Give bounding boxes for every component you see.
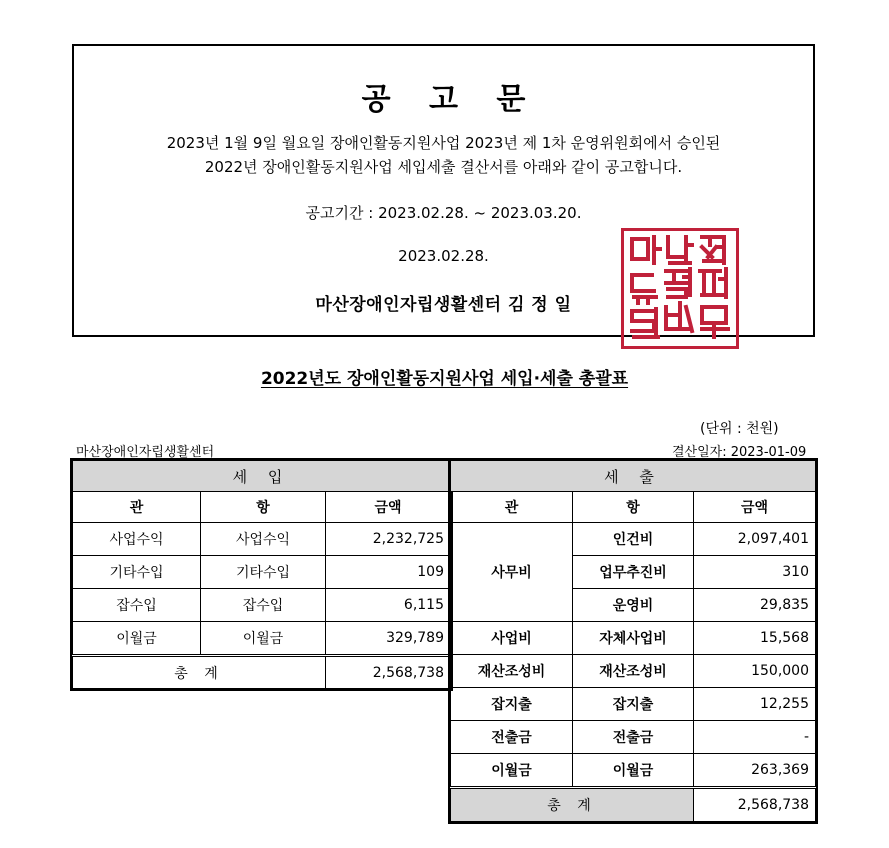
settlement-date: 결산일자: 2023-01-09 [672, 445, 807, 460]
expense-hang: 전출금 [573, 721, 694, 754]
expense-amount: 150,000 [694, 655, 816, 688]
income-total-amount: 2,568,738 [326, 656, 451, 689]
expense-amount: 2,097,401 [694, 523, 816, 556]
income-total-label: 총 계 [73, 656, 326, 689]
expense-amount: 310 [694, 556, 816, 589]
table-row [451, 688, 816, 721]
expense-total-label: 총 계 [451, 788, 694, 822]
expense-gwan: 잡지출 [451, 688, 573, 721]
income-gwan: 기타수입 [73, 556, 201, 589]
table-row [451, 622, 816, 655]
notice-line-2: 2022년 장애인활동지원사업 세입세출 결산서를 아래와 같이 공고합니다. [204, 158, 683, 176]
expense-hang: 운영비 [573, 589, 694, 622]
notice-date: 2023.02.28. [398, 247, 489, 265]
income-hang: 기타수입 [201, 556, 326, 589]
income-col-amount: 금액 [326, 492, 451, 523]
income-gwan: 사업수익 [73, 523, 201, 556]
income-amount: 6,115 [326, 589, 451, 622]
notice-line-1: 2023년 1월 9일 월요일 장애인활동지원사업 2023년 제 1차 운영위원회에서 승인된 [166, 134, 721, 152]
table-row [451, 754, 816, 788]
expense-hang: 인건비 [573, 523, 694, 556]
organization-name: 마산장애인자립생활센터 [76, 445, 215, 460]
income-hang: 사업수익 [201, 523, 326, 556]
expense-total-amount: 2,568,738 [694, 788, 816, 822]
income-col-gwan: 관 [73, 492, 201, 523]
notice-period: 공고기간 : 2023.02.28. ~ 2023.03.20. [305, 204, 582, 222]
table-row [73, 622, 451, 656]
expense-col-amount: 금액 [694, 492, 816, 523]
income-col-hang: 항 [201, 492, 326, 523]
expense-amount: 15,568 [694, 622, 816, 655]
table-row [73, 523, 451, 556]
expense-amount: 12,255 [694, 688, 816, 721]
expense-gwan: 재산조성비 [451, 655, 573, 688]
expense-gwan: 전출금 [451, 721, 573, 754]
income-gwan: 이월금 [73, 622, 201, 656]
expense-total-row [451, 788, 816, 822]
expense-gwan: 이월금 [451, 754, 573, 788]
expense-amount: 29,835 [694, 589, 816, 622]
income-total-row [73, 656, 451, 689]
expense-gwan: 사업비 [451, 622, 573, 655]
income-gwan: 잡수입 [73, 589, 201, 622]
expense-hang: 이월금 [573, 754, 694, 788]
summary-title: 2022년도 장애인활동지원사업 세입·세출 총괄표 [260, 369, 629, 389]
official-seal-stamp [621, 228, 739, 349]
expense-table [450, 460, 816, 822]
expense-hang: 재산조성비 [573, 655, 694, 688]
seal-glyphs [624, 231, 736, 346]
expense-header: 세 출 [451, 461, 816, 492]
income-table [72, 460, 451, 689]
expense-col-gwan: 관 [451, 492, 573, 523]
income-amount: 329,789 [326, 622, 451, 656]
income-hang: 잡수입 [201, 589, 326, 622]
notice-title: 공 고 문 [361, 82, 540, 117]
notice-signatory: 마산장애인자립생활센터 김 정 일 [315, 295, 572, 315]
expense-hang: 잡지출 [573, 688, 694, 721]
expense-amount: - [694, 721, 816, 754]
table-row [73, 556, 451, 589]
table-row [451, 523, 816, 556]
income-amount: 2,232,725 [326, 523, 451, 556]
expense-col-hang: 항 [573, 492, 694, 523]
expense-amount: 263,369 [694, 754, 816, 788]
unit-label: (단위 : 천원) [700, 421, 779, 437]
table-row [73, 589, 451, 622]
income-hang: 이월금 [201, 622, 326, 656]
expense-hang: 업무추진비 [573, 556, 694, 589]
expense-hang: 자체사업비 [573, 622, 694, 655]
income-header: 세 입 [73, 461, 451, 492]
expense-gwan-office: 사무비 [451, 523, 573, 622]
income-amount: 109 [326, 556, 451, 589]
table-row [451, 721, 816, 754]
table-row [451, 655, 816, 688]
